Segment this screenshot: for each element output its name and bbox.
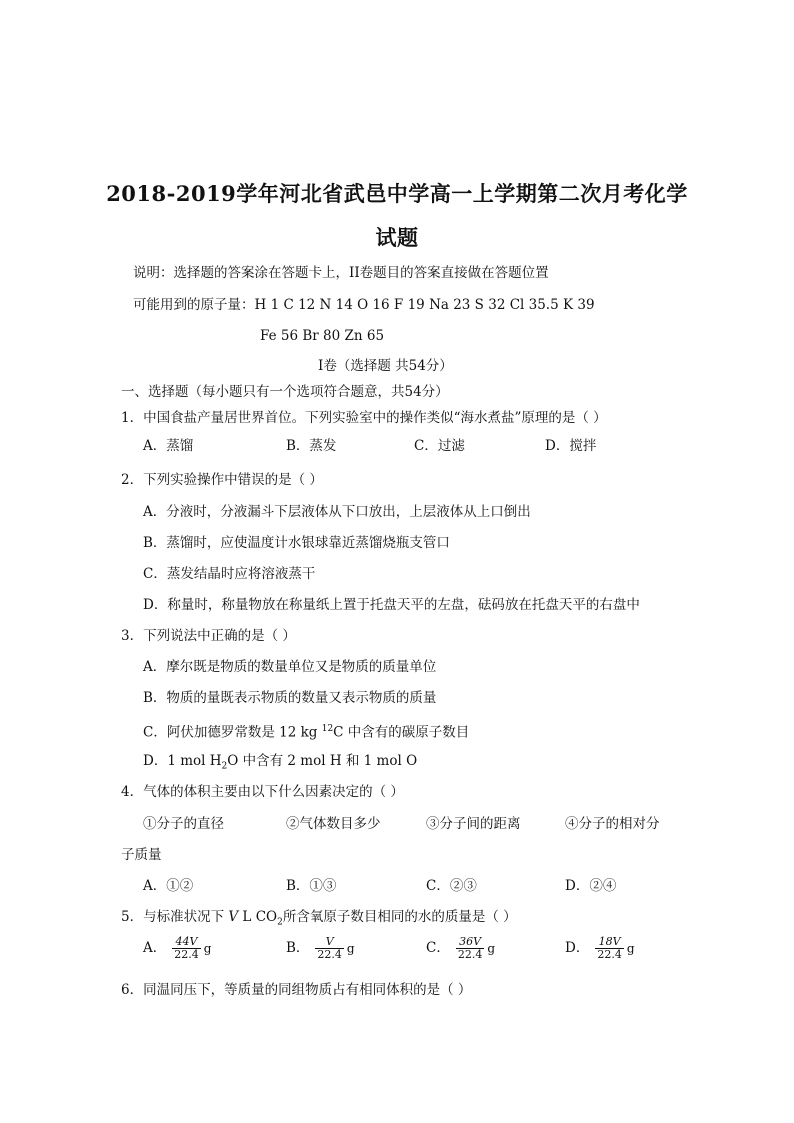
exam-title-line2: 试题 <box>375 225 419 250</box>
question-2-option-b: B．蒸馏时，应使温度计水银球靠近蒸馏烧瓶支管口 <box>143 535 450 551</box>
question-3-option-c-pre: C．阿伏加德罗常数是 12 kg <box>143 724 322 741</box>
water-subscript: 2 <box>221 761 228 772</box>
fraction-a <box>172 936 201 961</box>
exam-title-line1: 2018-2019学年河北省武邑中学高一上学期第二次月考化学 <box>106 181 688 206</box>
carbon-mass-number: 12 <box>321 724 334 734</box>
question-1-option-c: C．过滤 <box>414 438 465 454</box>
fraction-c-numerator: 36V <box>456 936 485 949</box>
fraction-d-denominator: 22.4 <box>597 948 622 961</box>
question-2-option-a: A．分液时，分液漏斗下层液体从下口放出，上层液体从上口倒出 <box>143 504 531 520</box>
question-3-option-d <box>143 752 417 776</box>
question-4-factor-3: ③分子间的距离 <box>426 816 521 832</box>
fraction-d-numerator: 18V <box>595 936 624 949</box>
question-5-option-b <box>286 936 355 961</box>
option-d-label: D． <box>565 940 590 956</box>
fraction-b <box>315 936 344 961</box>
fraction-d <box>595 936 624 961</box>
fraction-a-numerator: 44V <box>172 936 201 949</box>
question-2-stem: 2．下列实验操作中错误的是（ ） <box>121 472 323 488</box>
unit-gram-d: g <box>626 941 635 956</box>
instruction-note: 说明：选择题的答案涂在答题卡上，II卷题目的答案直接做在答题位置 <box>133 265 549 281</box>
question-5-stem-pre: 5．与标准状况下 <box>121 909 229 925</box>
co2-subscript: 2 <box>277 917 283 928</box>
question-4-factor-4: ④分子的相对分 <box>565 816 660 832</box>
section-heading: 一、选择题（每小题只有一个选项符合题意，共54分） <box>121 384 449 400</box>
question-1-option-b: B．蒸发 <box>286 438 337 454</box>
option-c-label: C． <box>426 940 450 956</box>
question-5-stem-post: 所含氧原子数目相同的水的质量是（ ） <box>282 909 517 925</box>
unit-gram-c: g <box>487 941 496 956</box>
question-1-option-d: D．搅拌 <box>545 438 597 454</box>
fraction-b-numerator: V <box>315 936 344 949</box>
question-1-option-a: A．蒸馏 <box>143 438 194 454</box>
question-4-factor-2: ②气体数目多少 <box>286 816 381 832</box>
question-4-option-a: A．①② <box>143 878 194 894</box>
question-3-option-c <box>143 720 469 742</box>
volume-heading: Ⅰ卷（选择题 共54分） <box>318 358 453 374</box>
question-5-option-a <box>143 936 211 961</box>
question-1-stem: 1．中国食盐产量居世界首位。下列实验室中的操作类似“海水煮盐”原理的是（ ） <box>121 410 607 426</box>
question-6-stem: 6．同温同压下，等质量的同组物质占有相同体积的是（ ） <box>121 982 472 998</box>
question-3-option-d-pre: D．1 mol H <box>143 753 222 769</box>
unit-gram-b: g <box>346 941 355 956</box>
question-5-stem <box>121 908 517 932</box>
question-4-option-c: C．②③ <box>426 878 477 894</box>
question-4-factor-1: ①分子的直径 <box>143 816 224 832</box>
question-4-option-b: B．①③ <box>286 878 337 894</box>
question-5-option-d <box>565 936 635 961</box>
atomic-mass-line1: 可能用到的原子量：H 1 C 12 N 14 O 16 F 19 Na 23 S 32 Cl 35.5 K 39 <box>133 297 595 313</box>
volume-variable: V <box>228 909 239 925</box>
question-5-option-c <box>426 936 495 961</box>
question-2-option-c: C．蒸发结晶时应将溶液蒸干 <box>143 566 316 582</box>
option-b-label: B． <box>286 940 310 956</box>
question-5-stem-mid: L CO <box>238 909 278 925</box>
unit-gram-a: g <box>203 941 212 956</box>
question-3-option-d-post: O 中含有 2 mol H 和 1 mol O <box>227 753 418 769</box>
question-2-option-d: D．称量时，称量物放在称量纸上置于托盘天平的左盘，砝码放在托盘天平的右盘中 <box>143 597 640 613</box>
question-4-stem: 4．气体的体积主要由以下什么因素决定的（ ） <box>121 784 404 800</box>
fraction-c-denominator: 22.4 <box>457 948 483 961</box>
atomic-mass-line2: Fe 56 Br 80 Zn 65 <box>260 328 385 344</box>
question-3-option-a: A．摩尔既是物质的数量单位又是物质的质量单位 <box>143 659 437 675</box>
question-3-stem: 3．下列说法中正确的是（ ） <box>121 628 296 644</box>
question-3-option-b: B．物质的量既表示物质的数量又表示物质的质量 <box>143 690 437 706</box>
fraction-b-denominator: 22.4 <box>317 948 342 961</box>
question-4-option-d: D．②④ <box>565 878 617 894</box>
option-a-label: A． <box>143 940 167 956</box>
fraction-a-denominator: 22.4 <box>174 948 199 961</box>
question-4-factor-4-continued: 子质量 <box>121 847 162 863</box>
fraction-c <box>456 936 485 961</box>
question-3-option-c-post: C 中含有的碳原子数目 <box>333 724 470 741</box>
